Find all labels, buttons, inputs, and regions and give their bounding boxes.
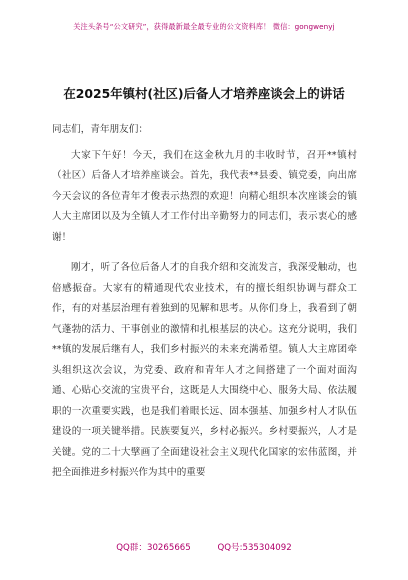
document-title: 在2025年镇村(社区)后备人才培养座谈会上的讲话 [63,86,345,101]
qq-number-text: QQ号:535304092 [217,543,292,553]
header-banner: 关注头条号“公文研究”，获得最新最全最专业的公文资料库！ 微信：gongwenyj [73,22,335,31]
qq-group-text: QQ群：30265665 [116,543,191,553]
paragraph-2: 刚才，听了各位后备人才的自我介绍和交流发言，我深受触动，也倍感振奋。大家有的精通现代农业技术，有的擅长组织协调与群众工作，有的对基层治理有着独到的见解和思考。从你们身上，我看到了朝气蓬勃的活力、干事创业的激情和扎根基层的决心。这充分说明，我们**镇的发展后继有人，我们乡村振兴的未来充满希望。镇人大主席团牵头组织这次会议，为党委、政府和青年人才之间搭建了一个面对面沟通、心贴心交流的宝贵平台，这既是人大围绕中心、服务大局、依法履职的一次重要实践，也是我们着眼长远、固本强基、加强乡村人才队伍建设的一项关键举措。民族要复兴，乡村必振兴。乡村要振兴，人才是关键。党的二十大擘画了全面建设社会主义现代化国家的宏伟蓝图，并把全面推进乡村振兴作为其中的重要 [52,262,357,478]
document-body [52,120,357,484]
salutation: 同志们，青年朋友们： [52,124,148,135]
footer-contact [0,541,408,553]
paragraph-1: 大家下午好！今天，我们在这金秋九月的丰收时节，召开**镇村（社区）后备人才培养座谈会。首先，我代表**县委、镇党委，向出席今天会议的各位青年才俊表示热烈的欢迎！向精心组织本次座谈会的镇人大主席团以及为全镇人才工作付出辛勤努力的同志们，表示衷心的感谢！ [52,149,357,243]
